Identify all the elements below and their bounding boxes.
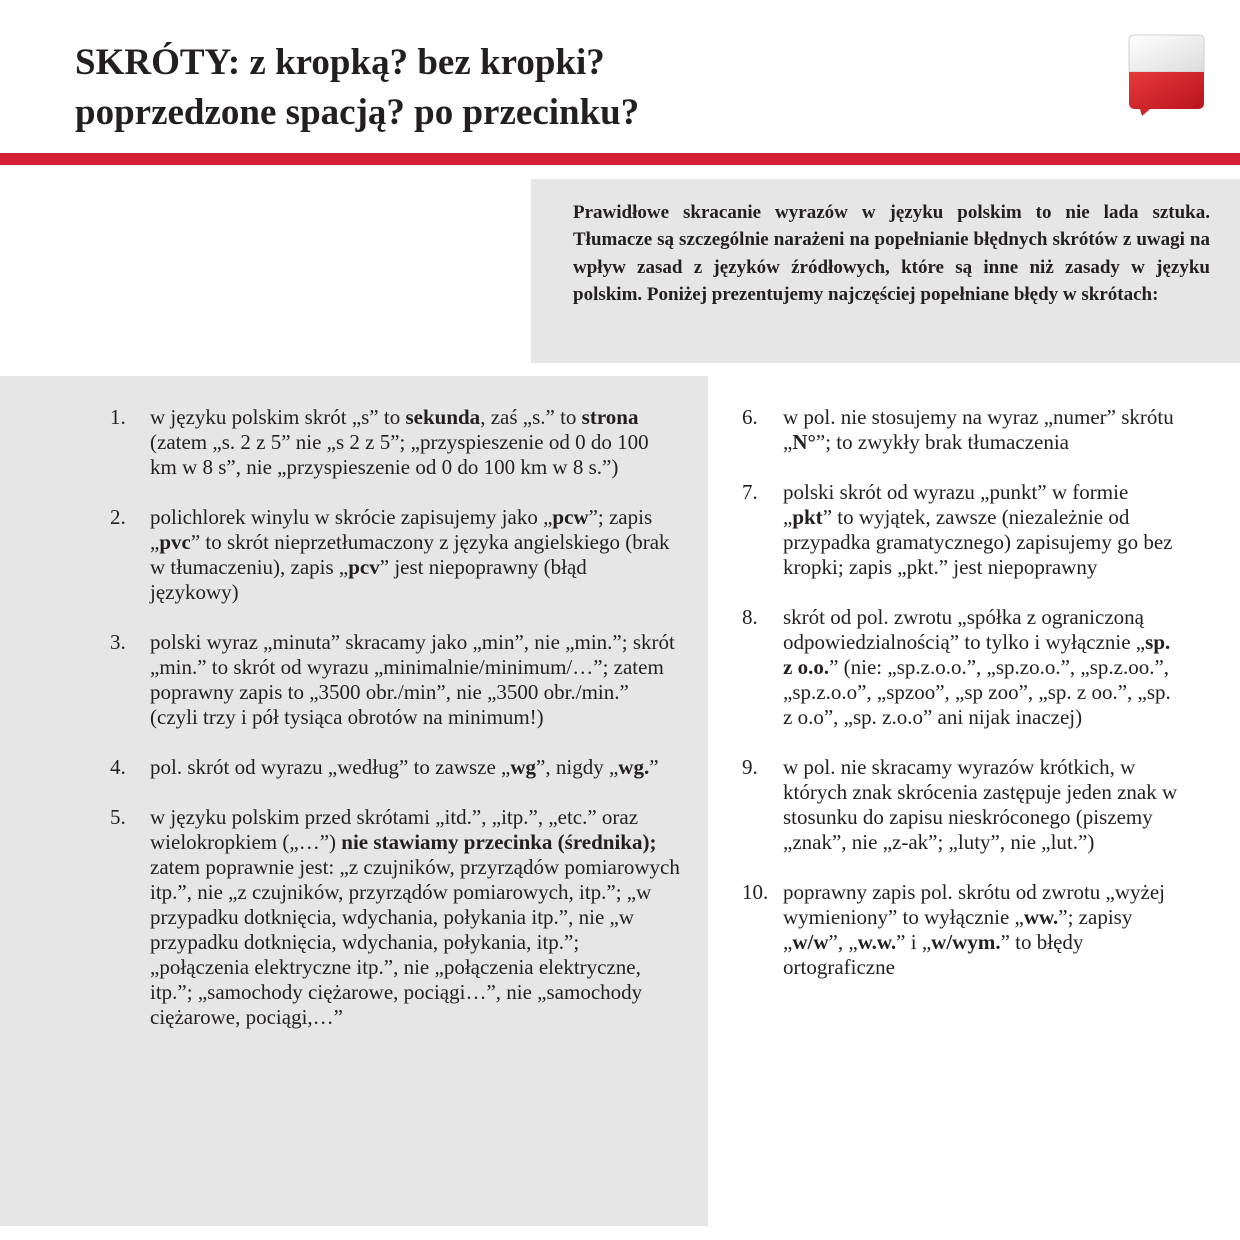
bold-term: sp. z o.o. <box>783 630 1171 679</box>
bold-term: w.w. <box>857 930 897 954</box>
item-text <box>783 480 1182 580</box>
bold-term: pcw <box>552 505 589 529</box>
bold-term: w/wym. <box>931 930 1001 954</box>
list-item <box>742 880 1182 980</box>
item-number: 8. <box>742 605 758 629</box>
text-run: ”, „ <box>828 930 858 954</box>
title-line-2: poprzedzone spacją? po przecinku? <box>75 92 640 133</box>
list-item <box>742 405 1182 455</box>
item-number: 9. <box>742 755 758 779</box>
item-text <box>783 755 1182 855</box>
error-list-left <box>110 405 680 1055</box>
polish-flag-icon <box>1128 33 1205 117</box>
text-run: polichlorek winylu w skrócie zapisujemy jako „ <box>150 505 553 529</box>
bold-term: w/w <box>792 930 829 954</box>
item-number: 4. <box>110 755 126 779</box>
intro-box <box>531 179 1240 363</box>
text-run: poprawny zapis pol. skrótu od zwrotu „wyżej wymieniony” to wyłącznie „ <box>783 880 1165 929</box>
text-run: pol. skrót od wyrazu „według” to zawsze „ <box>150 755 511 779</box>
text-run: ”; to zwykły brak tłumaczenia <box>815 430 1069 454</box>
list-item <box>742 605 1182 730</box>
text-run: zatem poprawnie jest: „z czujników, przyrządów pomiarowych itp.”, nie „z czujników, przyrządów pomiarowych, itp.”; „w przypadku dotknięcia, wdychania, połykania itp.”, nie „w przypadku dotknięcia, wdychania, połykania, itp.”; „połączenia elektryczne itp.”, nie „połączenia elektryczne, itp.”; „samochody ciężarowe, pociągi…”, nie „samochody ciężarowe, pociągi,…” <box>150 855 680 1029</box>
text-run: , zaś „s.” to <box>480 405 582 429</box>
text-run: w języku polskim skrót „s” to <box>150 405 406 429</box>
text-run: ” (nie: „sp.z.o.o.”, „sp.zo.o.”, „sp.z.oo.”, „sp.z.o.o”, „spzoo”, „sp zoo”, „sp. z oo.”, „sp. z o.o”, „sp. z.o.o” ani nijak inaczej) <box>783 655 1171 729</box>
text-run: ” jest niepoprawny (błąd językowy) <box>150 555 587 604</box>
text-run: w pol. nie skracamy wyrazów krótkich, w których znak skrócenia zastępuje jeden znak w stosunku do zapisu nieskróconego (piszemy „znak”, nie „z-ak”; „luty”, nie „lut.”) <box>783 755 1178 854</box>
text-run: (zatem „s. 2 z 5” nie „s 2 z 5”; „przyspieszenie od 0 do 100 km w 8 s”, nie „przyspieszenie od 0 do 100 km w 8 s.”) <box>150 430 649 479</box>
text-run: polski wyraz „minuta” skracamy jako „min”, nie „min.”; skrót „min.” to skrót od wyrazu „minimalnie/minimum/…”; zatem poprawny zapis to „3500 obr./min”, nie „3500 obr./min.” (czyli trzy i pół tysiąca obrotów na minimum!) <box>150 630 675 729</box>
text-run: w pol. nie stosujemy na wyraz „numer” skrótu „ <box>783 405 1174 454</box>
item-number: 2. <box>110 505 126 529</box>
list-item <box>110 505 680 605</box>
error-list-right <box>742 405 1182 1005</box>
item-number: 7. <box>742 480 758 504</box>
bold-term: wg <box>510 755 537 779</box>
item-text <box>150 805 680 1030</box>
text-run: ” <box>649 755 659 779</box>
item-number: 3. <box>110 630 126 654</box>
item-text <box>150 755 680 780</box>
bold-term: pcv <box>348 555 380 579</box>
list-item <box>110 405 680 480</box>
title-line-1: SKRÓTY: z kropką? bez kropki? <box>75 42 605 83</box>
text-run: skrót od pol. zwrotu „spółka z ograniczoną odpowiedzialnością” to tylko i wyłącznie „ <box>783 605 1146 654</box>
item-text <box>783 405 1182 455</box>
text-run: ”; zapisy „ <box>783 905 1133 954</box>
list-item <box>110 630 680 730</box>
item-text <box>150 505 680 605</box>
bold-term: nie stawiamy przecinka (średnika); <box>341 830 657 854</box>
text-run: ”, nigdy „ <box>536 755 619 779</box>
item-number: 10. <box>742 880 769 904</box>
header-divider <box>0 153 1240 165</box>
item-number: 5. <box>110 805 126 829</box>
text-run: w języku polskim przed skrótami „itd.”, „itp.”, „etc.” oraz wielokropkiem („…”) <box>150 805 639 854</box>
bold-term: sekunda <box>405 405 481 429</box>
item-text <box>150 405 680 480</box>
text-run: ”; zapis „ <box>150 505 653 554</box>
text-run: ” to wyjątek, zawsze (niezależnie od przypadka gramatycznego) zapisujemy go bez kropki; zapis „pkt.” jest niepoprawny <box>783 505 1173 579</box>
text-run: polski skrót od wyrazu „punkt” w formie „ <box>783 480 1129 529</box>
item-text <box>150 630 680 730</box>
bold-term: pkt <box>792 505 823 529</box>
list-item <box>742 755 1182 855</box>
bold-term: strona <box>581 405 639 429</box>
bold-term: wg. <box>618 755 650 779</box>
text-run: ” to błędy ortograficzne <box>783 930 1084 979</box>
list-item <box>110 755 680 780</box>
list-item <box>742 480 1182 580</box>
list-item <box>110 805 680 1030</box>
page-title <box>75 38 639 138</box>
item-number: 6. <box>742 405 758 429</box>
item-text <box>783 605 1182 730</box>
text-run: ” to skrót nieprzetłumaczony z języka angielskiego (brak w tłumaczeniu), zapis „ <box>150 530 670 579</box>
bold-term: N° <box>792 430 816 454</box>
intro-text: Prawidłowe skracanie wyrazów w języku polskim to nie lada sztuka. Tłumacze są szczególnie narażeni na popełnianie błędnych skrótów z uwagi na wpływ zasad z języków źródłowych, które są inne niż zasady w języku polskim. Poniżej prezentujemy najczęściej popełniane błędy w skrótach: <box>573 202 1210 306</box>
text-run: ” i „ <box>896 930 932 954</box>
bold-term: ww. <box>1023 905 1059 929</box>
item-number: 1. <box>110 405 126 429</box>
bold-term: pvc <box>159 530 191 554</box>
item-text <box>783 880 1182 980</box>
